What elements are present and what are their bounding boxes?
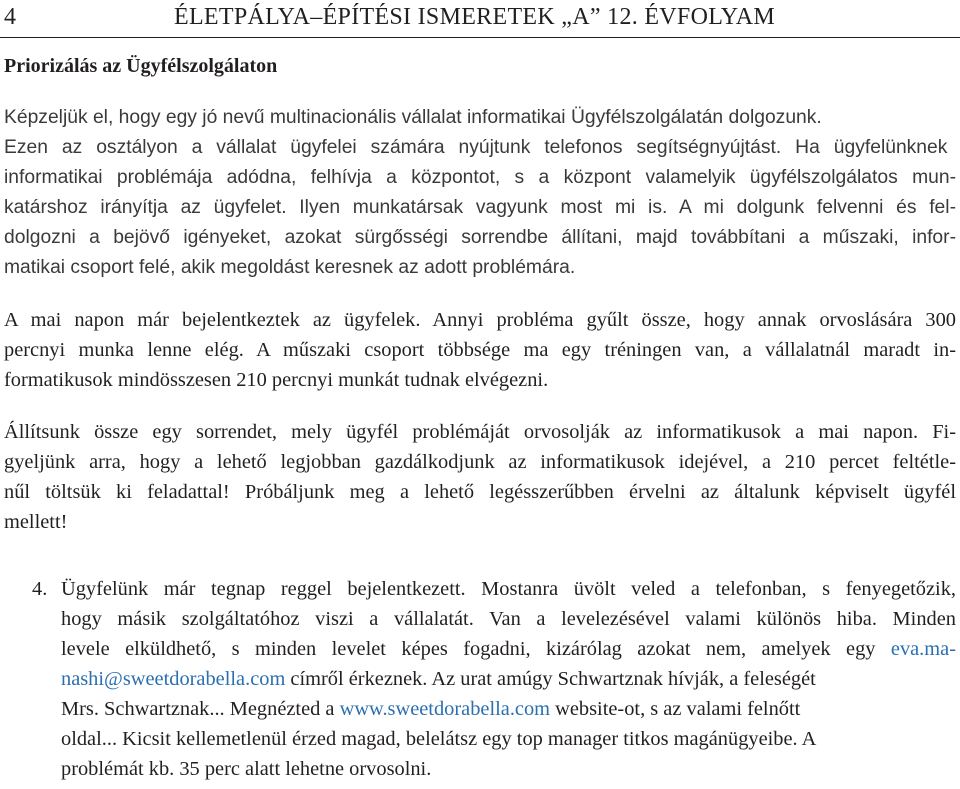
- item-line: oldal... Kicsit kellemetlenül érzed magad, belelátsz egy top manager titkos magánügyeibe. A: [61, 728, 817, 750]
- email-link-continued[interactable]: nashi@sweetdorabella.com: [61, 668, 286, 690]
- website-link[interactable]: www.sweetdorabella.com: [339, 698, 551, 720]
- paragraph-line: formatikusok mindösszesen 210 percnyi munkát tudnak elvégezni.: [4, 369, 549, 391]
- list-item: [61, 574, 956, 784]
- item-line: [61, 664, 956, 694]
- item-line-text: website-ot, s az valami felnőtt: [550, 698, 801, 720]
- item-line-text: levele elküldhető, s minden levelet képes fogadni, kizárólag azokat nem, amelyek egy: [61, 638, 891, 660]
- section-title: Priorizálás az Ügyfélszolgálaton: [4, 55, 278, 77]
- item-line: [61, 634, 956, 664]
- situation-paragraph: [4, 305, 956, 395]
- paragraph-line: nűl töltsük ki feladattal! Próbáljunk meg a lehető legésszerűbben érvelni az általunk képviselt ügyfél: [4, 481, 956, 503]
- paragraph-line: gyeljünk arra, hogy a lehető legjobban gazdálkodjunk az informatikusok idejével, a 210 percet feltétle-: [4, 451, 956, 473]
- paragraph-line: dolgozni a bejövő igényeket, azokat sürgősségi sorrendbe állítani, majd továbbítani a műszaki, infor-: [4, 227, 956, 248]
- running-head: ÉLETPÁLYA–ÉPÍTÉSI ISMERETEK „A” 12. ÉVFOLYAM: [174, 4, 776, 30]
- task-paragraph: [4, 417, 956, 537]
- paragraph-line: mellett!: [4, 511, 68, 533]
- page-number: 4: [4, 4, 16, 30]
- paragraph-line: Képzeljük el, hogy egy jó nevű multinacionális vállalat informatikai Ügyfélszolgálatán dolgozunk.: [4, 107, 822, 128]
- paragraph-line: informatikai problémája adódna, felhívja a központot, s a központ valamelyik ügyfélszolgálatos mun-: [4, 167, 956, 188]
- paragraph-line: Állítsunk össze egy sorrendet, mely ügyfél problémáját orvosolják az informatikusok a mai napon. Fi-: [4, 421, 956, 443]
- item-line: problémát kb. 35 perc alatt lehetne orvosolni.: [61, 758, 432, 780]
- item-line: hogy másik szolgáltatóhoz viszi a vállalatát. Van a levelezésével valami különös hiba. Minden: [61, 608, 956, 630]
- intro-paragraph: [4, 103, 956, 283]
- item-line-text: címről érkeznek. Az urat amúgy Schwartznak hívják, a feleségét: [285, 668, 816, 690]
- header-rule: [0, 37, 960, 38]
- item-line: Ügyfelünk már tegnap reggel bejelentkezett. Mostanra üvölt veled a telefonban, s fenyegetőzik,: [61, 578, 956, 600]
- paragraph-line: katárshoz irányítja az ügyfelet. Ilyen munkatársak vagyunk most mi is. A mi dolgunk felvenni és fel-: [4, 197, 956, 218]
- item-line-text: Mrs. Schwartznak... Megnézted a: [61, 698, 340, 720]
- item-number: 4.: [32, 578, 48, 600]
- paragraph-line: Ezen az osztályon a vállalat ügyfelei számára nyújtunk telefonos segítségnyújtást. Ha ügyfelünknek: [4, 137, 948, 158]
- page-header: [0, 0, 960, 40]
- email-link[interactable]: eva.ma-: [890, 638, 956, 660]
- paragraph-line: percnyi munka lenne elég. A műszaki csoport többsége ma egy tréningen van, a vállalatnál maradt in-: [4, 339, 956, 361]
- item-line: [61, 694, 956, 724]
- paragraph-line: A mai napon már bejelentkeztek az ügyfelek. Annyi probléma gyűlt össze, hogy annak orvoslására 300: [4, 309, 956, 331]
- paragraph-line: matikai csoport felé, akik megoldást keresnek az adott problémára.: [4, 257, 576, 278]
